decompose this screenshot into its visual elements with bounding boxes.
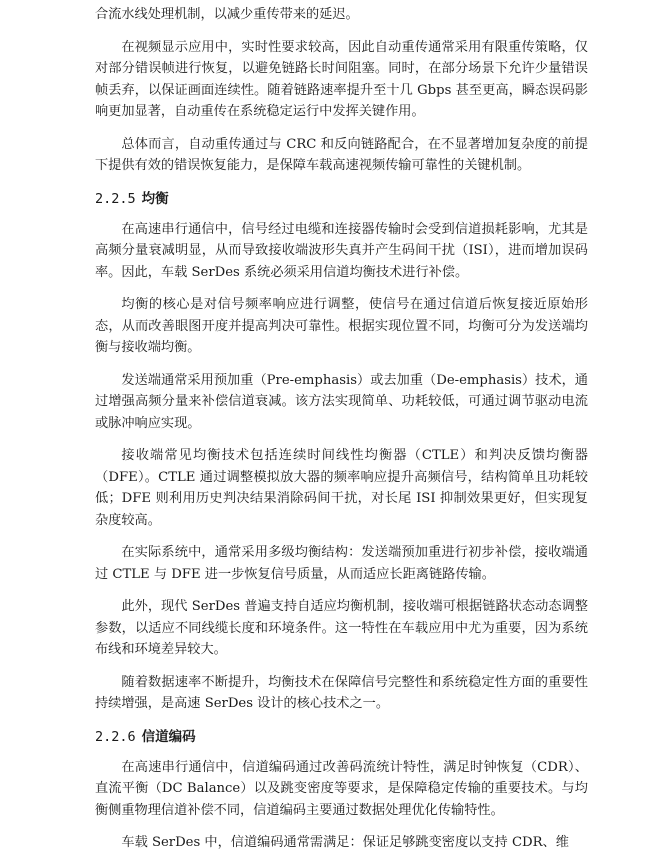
paragraph: 在视频显示应用中，实时性要求较高，因此自动重传通常采用有限重传策略，仅对部分错误帧进行恢复，以避免链路长时间阻塞。同时，在部分场景下允许少量错误帧丢弃，以保证画面连续性。随着链路速率提升至十几 Gbps 甚至更高，瞬态误码影响更加显著，自动重传在系统稳定运行中发挥关键作用。 — [95, 39, 588, 119]
section-number: 2.2.5 — [95, 190, 136, 207]
section-number: 2.2.6 — [95, 728, 136, 745]
section-title: 均衡 — [141, 190, 169, 207]
paragraph: 在实际系统中，通常采用多级均衡结构：发送端预加重进行初步补偿，接收端通过 CTLE 与 DFE 进一步恢复信号质量，从而适应长距离链路传输。 — [95, 545, 588, 582]
section-heading-2-2-6 — [95, 726, 588, 748]
paragraph: 接收端常见均衡技术包括连续时间线性均衡器（CTLE）和判决反馈均衡器（DFE）。CTLE 通过调整模拟放大器的频率响应提升高频信号，结构简单且功耗较低；DFE 则利用历史判决结果消除码间干扰，对长尾 ISI 抑制效果更好，但实现复杂度较高。 — [95, 448, 588, 528]
paragraph: 随着数据速率不断提升，均衡技术在保障信号完整性和系统稳定性方面的重要性持续增强，是高速 SerDes 设计的核心技术之一。 — [95, 674, 588, 711]
paragraph: 发送端通常采用预加重（Pre-emphasis）或去加重（De-emphasis）技术，通过增强高频分量来补偿信道衰减。该方法实现简单、功耗较低，可通过调节驱动电流或脉冲响应实现。 — [95, 372, 588, 431]
paragraph: 均衡的核心是对信号频率响应进行调整，使信号在通过信道后恢复接近原始形态，从而改善眼图开度并提高判决可靠性。根据实现位置不同，均衡可分为发送端均衡与接收端均衡。 — [95, 297, 588, 355]
paragraph-continued: 合流水线处理机制，以减少重传带来的延迟。 — [95, 7, 359, 22]
paragraph: 在高速串行通信中，信号经过电缆和连接器传输时会受到信道损耗影响，尤其是高频分量衰减明显，从而导致接收端波形失真并产生码间干扰（ISI），进而增加误码率。因此，车载 SerDes 系统必须采用信道均衡技术进行补偿。 — [95, 221, 588, 280]
paragraph: 总体而言，自动重传通过与 CRC 和反向链路配合，在不显著增加复杂度的前提下提供有效的错误恢复能力，是保障车载高速视频传输可靠性的关键机制。 — [95, 136, 588, 173]
section-heading-2-2-5 — [95, 188, 588, 210]
paragraph: 在高速串行通信中，信道编码通过改善码流统计特性，满足时钟恢复（CDR）、直流平衡（DC Balance）以及跳变密度等要求，是保障稳定传输的重要技术。与均衡侧重物理信道补偿不同，信道编码主要通过数据处理优化传输特性。 — [95, 759, 588, 818]
paragraph: 车载 SerDes 中，信道编码通常需满足：保证足够跳变密度以支持 CDR、维 — [121, 835, 569, 850]
paragraph: 此外，现代 SerDes 普遍支持自适应均衡机制，接收端可根据链路状态动态调整参数，以适应不同线缆长度和环境条件。这一特性在车载应用中尤为重要，因为系统布线和环境差异较大。 — [95, 599, 588, 657]
section-title: 信道编码 — [141, 728, 196, 745]
